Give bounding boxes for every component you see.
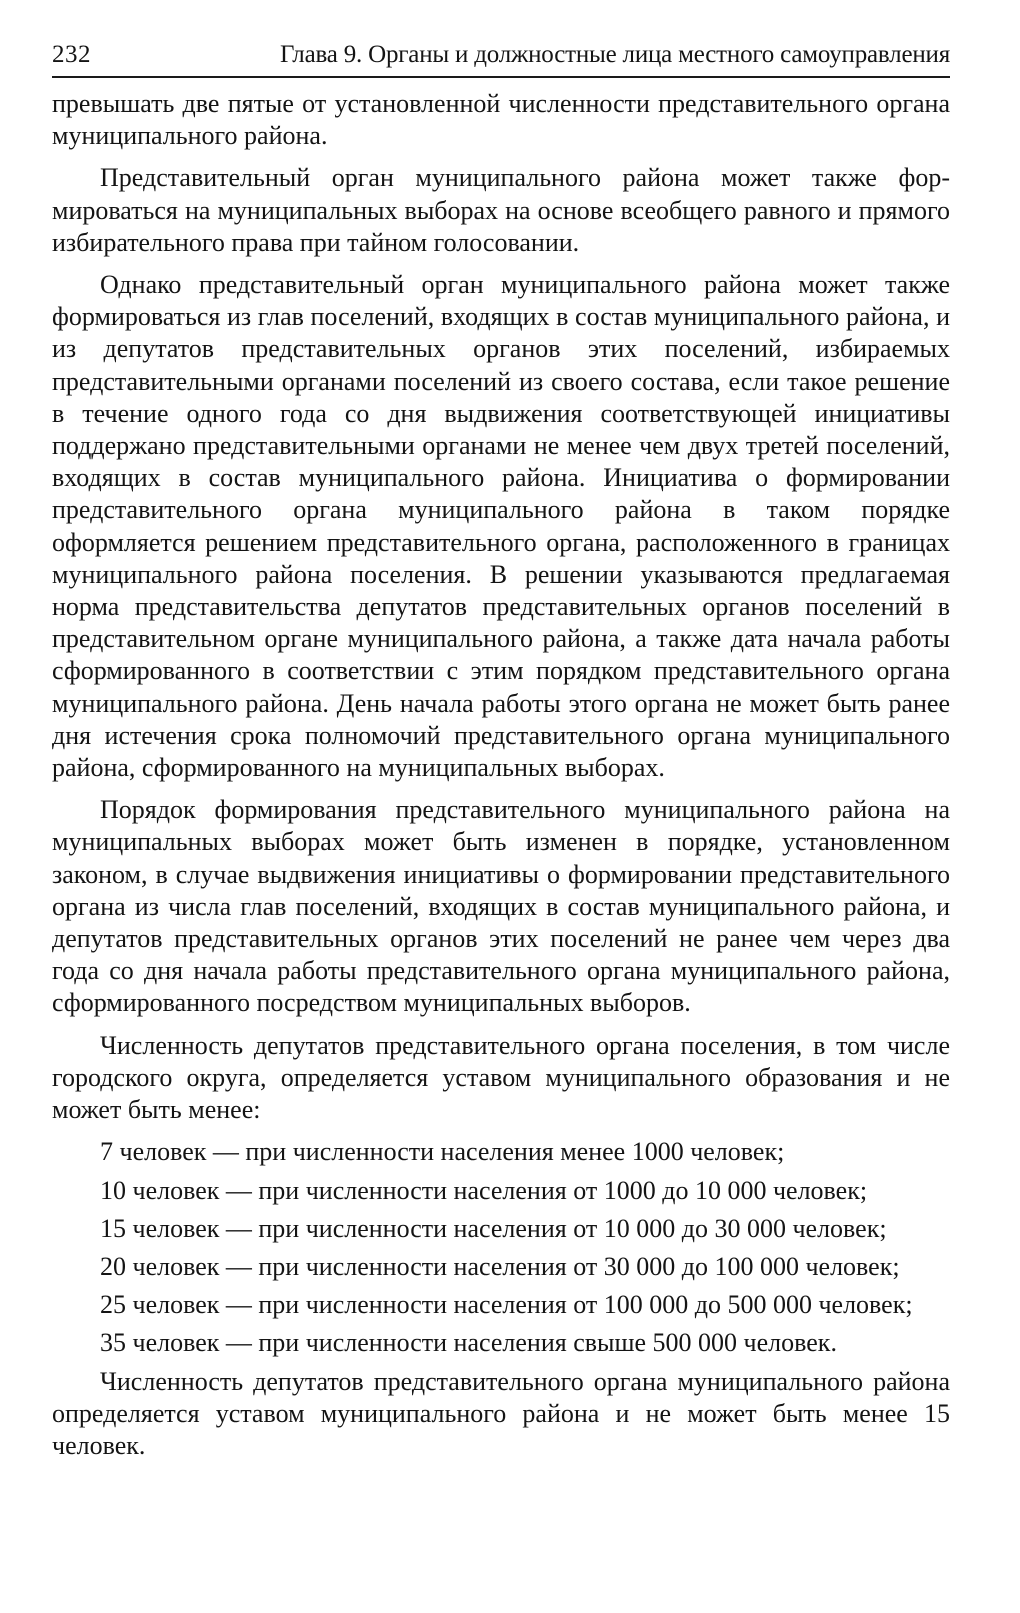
list-item: 10 человек — при численности населения от 1000 до 10 000 человек; xyxy=(100,1175,868,1205)
running-header xyxy=(52,40,950,78)
paragraph-formation-from-settlements: Однако представительный орган муниципального района может также формироваться из глав поселений, входящих в состав муниципального района, и из депутатов представительных органов этих поселений, избираемых представительными органами поселений из своего состава, если такое решение в течение одного года со дня выдвижения соответствующей инициативы поддержано представительными органами не менее чем двух третей поселений, входящих в состав муниципального района. Инициатива о формировании представительного органа муниципального района в таком порядке оформляется решением представительного органа, расположенного в границах муниципального района поселения. В решении указываются предлагаемая норма представительства депутатов представительных органов поселений в представительном органе муниципального района, а также дата начала работы сформированного в соответствии с этим порядком представительного органа муниципального района. День начала работы этого органа не может быть ранее дня истечения срока полномочий представительного органа муниципального района, сформированного на муниципальных выборах. xyxy=(52,270,950,783)
chapter-title: Глава 9. Органы и должностные лица местного самоуправления xyxy=(279,41,950,68)
list-item: 7 человек — при численности населения менее 1000 человек; xyxy=(100,1137,785,1167)
paragraph-district-deputies-count: Численность депутатов представительного органа муниципального района определяется уставом муниципального района и не может быть менее 15 человек. xyxy=(52,1366,950,1460)
list-item: 35 человек — при численности населения свыше 500 000 человек. xyxy=(100,1328,837,1358)
list-item: 15 человек — при численности населения от 10 000 до 30 000 человек; xyxy=(100,1213,887,1243)
page-number: 232 xyxy=(52,41,91,68)
list-item: 20 человек — при численности населения от 30 000 до 100 000 человек; xyxy=(100,1251,900,1281)
paragraph-municipal-elections: Представительный орган муниципального района может также формироваться на муниципальных выборах на основе всеобщего равного и прямого избирательного права при тайном голосовании. xyxy=(52,163,950,257)
paragraph-formation-order-change: Порядок формирования представительного муниципального района на муниципальных выборах может быть изменен в порядке, установленном законом, в случае выдвижения инициативы о формировании представительного органа из числа глав поселений, входящих в состав муниципального района, и депутатов представительных органов этих поселений не ранее чем через два года со дня начала работы представительного органа муниципального района, сформированного посредством муниципальных выборов. xyxy=(52,795,950,1018)
book-page xyxy=(52,40,950,1472)
deputies-count-list xyxy=(52,1136,950,1359)
list-item: 25 человек — при численности населения от 100 000 до 500 000 человек; xyxy=(100,1290,913,1320)
paragraph-continuation: превышать две пятые от установленной численности представительного органа муниципального района. xyxy=(52,89,950,151)
paragraph-deputies-count-intro: Численность депутатов представительного органа поселения, в том числе городского округа, определяется уставом муниципального образования и не может быть менее: xyxy=(52,1030,950,1125)
body-text xyxy=(52,88,950,1462)
